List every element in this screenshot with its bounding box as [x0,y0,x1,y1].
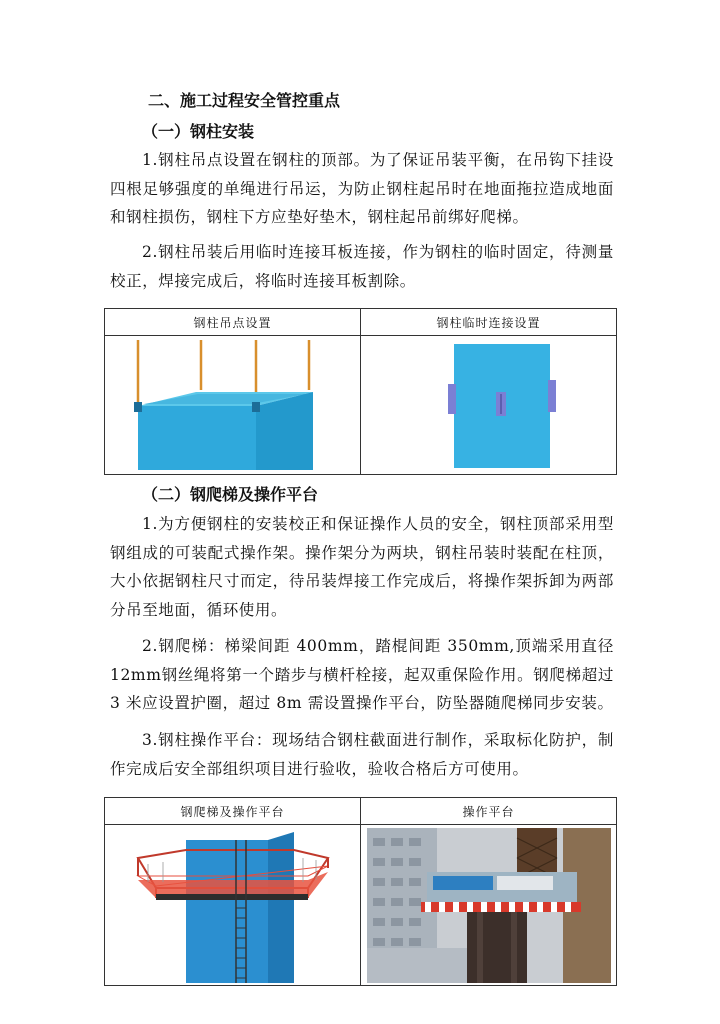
temporary-connection-illustration [364,340,614,470]
figure-cell-temporary-connection [361,336,617,475]
subsection-title-2: （二）钢爬梯及操作平台 [142,485,319,504]
paragraph-1-1: 1.钢柱吊点设置在钢柱的顶部。为了保证吊装平衡，在吊钩下挂设四根足够强度的单绳进行吊运，为防止钢柱起吊时在地面拖拉造成地面和钢柱损伤，钢柱下方应垫好垫木，钢柱起吊前绑好爬梯。 [110,151,614,226]
figure-table-1 [104,308,617,475]
figure-cell-operation-platform [361,825,617,986]
figure-cell-ladder-platform [105,825,361,986]
subsection-title-1: （一）钢柱安装 [142,122,255,141]
figure-cell-lifting-points [105,336,361,475]
paragraph-1-2: 2.钢柱吊装后用临时连接耳板连接，作为钢柱的临时固定，待测量校正，焊接完成后，将临时连接耳板割除。 [110,243,614,290]
figure-caption: 钢爬梯及操作平台 [105,798,361,825]
paragraph-2-2: 2.钢爬梯：梯梁间距 400mm，踏棍间距 350mm,顶端采用直径 12mm钢丝绳将第一个踏步与横杆栓接，起双重保险作用。钢爬梯超过 3 米应设置护圈，超过 8m 需设置操作平台，防坠器随爬梯同步安装。 [110,637,614,712]
figure-caption: 钢柱吊点设置 [105,309,361,336]
lifting-points-illustration [108,340,358,470]
section-title: 二、施工过程安全管控重点 [148,91,341,110]
figure-table-2 [104,797,617,986]
figure-caption: 操作平台 [361,798,617,825]
operation-platform-photo [367,828,611,983]
paragraph-2-1: 1.为方便钢柱的安装校正和保证操作人员的安全，钢柱顶部采用型钢组成的可装配式操作架。操作架分为两块，钢柱吊装时装配在柱顶，大小依据钢柱尺寸而定，待吊装焊接工作完成后，将操作架拆卸为两部分吊至地面，循环使用。 [110,515,614,619]
figure-caption: 钢柱临时连接设置 [361,309,617,336]
paragraph-2-3: 3.钢柱操作平台：现场结合钢柱截面进行制作，采取标化防护，制作完成后安全部组织项目进行验收，验收合格后方可使用。 [110,731,614,778]
ladder-platform-illustration [108,828,358,983]
